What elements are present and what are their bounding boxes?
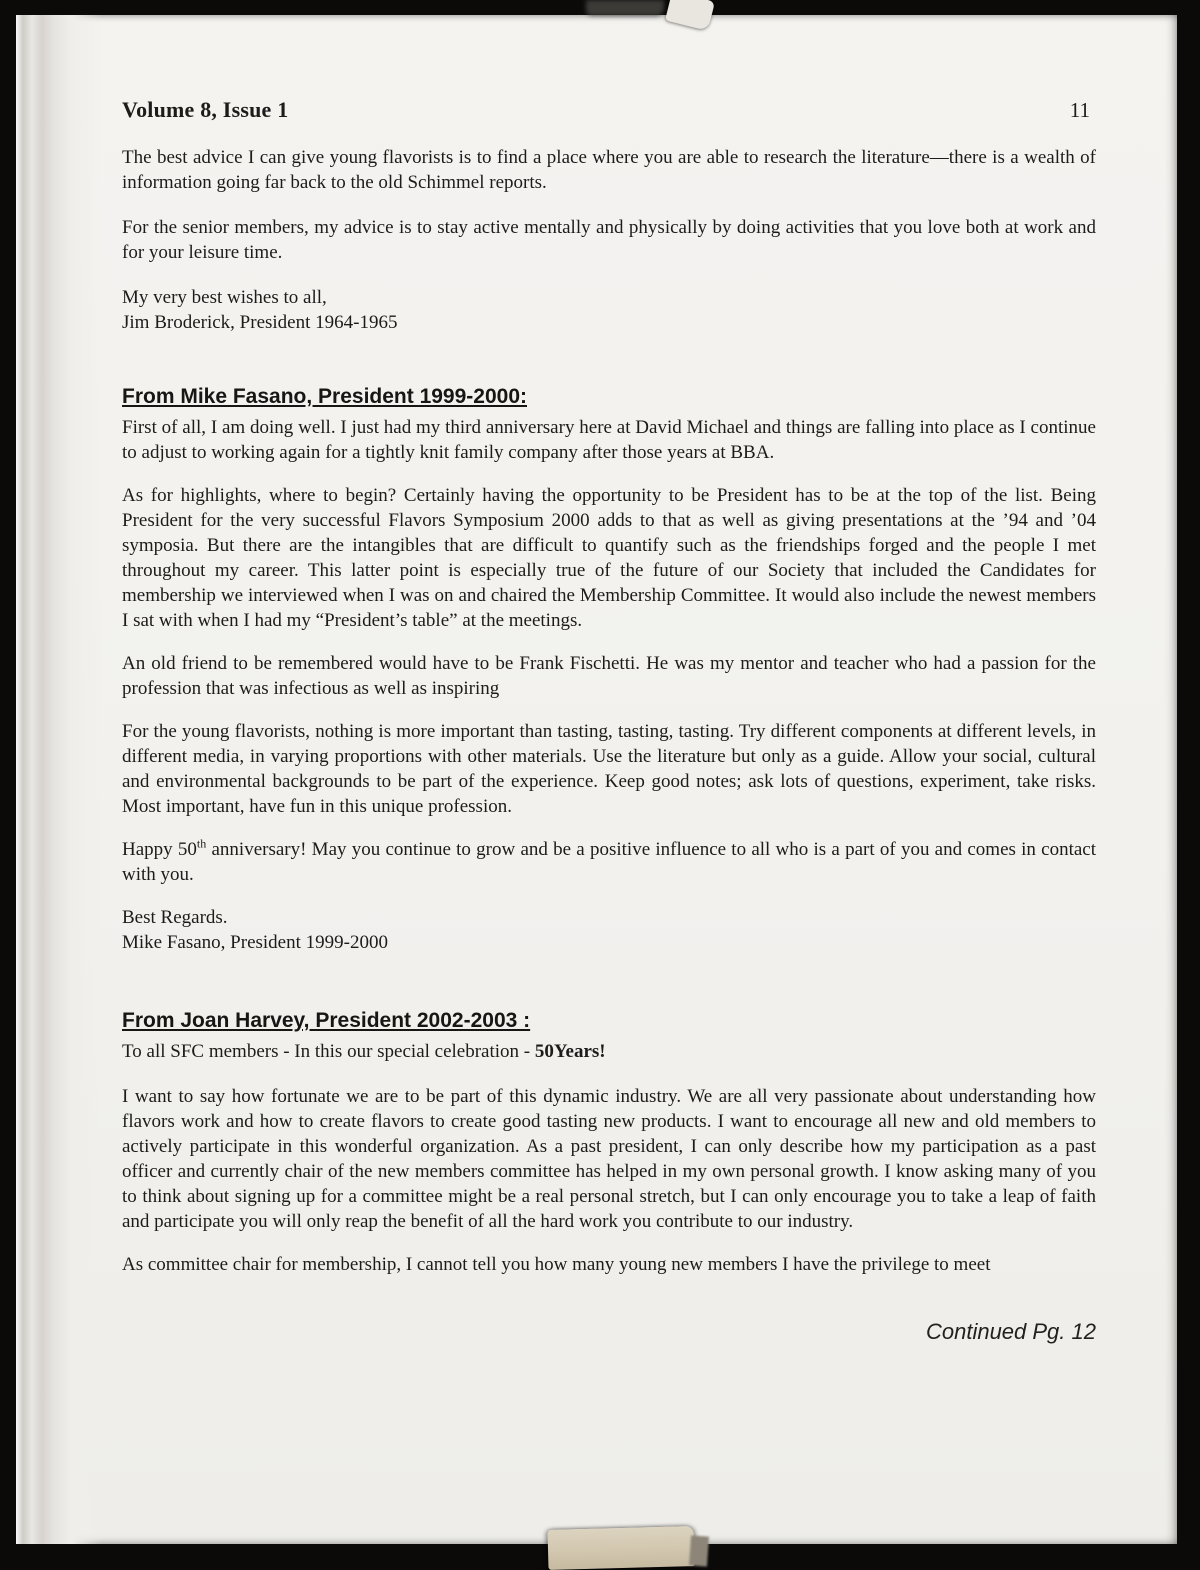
anniversary-text-prefix: Happy 50 (122, 839, 197, 860)
fasano-section-heading: From Mike Fasano, President 1999-2000: (122, 385, 527, 408)
fifty-years-bold: 50Years! (534, 1041, 606, 1062)
fasano-paragraph-1: First of all, I am doing well. I just had my third anniversary here at David Michael and things are falling into place as I continue to adjust to working again for a tightly knit family company after those years at BBA. (122, 417, 1096, 463)
page-header (122, 97, 1096, 123)
scanned-newsletter-page (16, 15, 1177, 1544)
signoff-line: Mike Fasano, President 1999-2000 (122, 932, 388, 953)
scan-smudge-artifact (586, 0, 664, 16)
broderick-paragraph-2: For the senior members, my advice is to stay active mentally and physically by doing activities that you love both at work and for your leisure time. (122, 217, 1096, 263)
tape-artifact (548, 1526, 695, 1570)
harvey-section-heading: From Joan Harvey, President 2002-2003 : (122, 1009, 531, 1032)
fasano-paragraph-5 (122, 837, 1096, 887)
signoff-line: My very best wishes to all, (122, 287, 327, 308)
volume-issue-label: Volume 8, Issue 1 (122, 97, 289, 122)
fasano-signoff (122, 905, 1096, 955)
harvey-paragraph-2: As committee chair for membership, I cannot tell you how many young new members I have the privilege to meet (122, 1254, 991, 1275)
anniversary-text-suffix: anniversary! May you continue to grow and be a positive influence to all who is a part of you and comes in contact with you. (122, 839, 1097, 885)
signoff-line: Best Regards. (122, 907, 228, 928)
page-content (122, 15, 1096, 1345)
harvey-intro-line (122, 1039, 1096, 1064)
harvey-paragraph-1: I want to say how fortunate we are to be part of this dynamic industry. We are all very passionate about understanding how flavors work and how to create flavors to create good tasting new products. I want to encourage all new and old members to actively participate in this wonderful organization. As a past president, I can only describe how my participation as a past officer and currently chair of the new members committee has helped in my own personal growth. I know asking many of you to think about signing up for a committee might be a real personal stretch, but I can only encourage you to take a leap of faith and participate you will only reap the benefit of all the hard work you contribute to our industry. (122, 1086, 1096, 1232)
fasano-paragraph-4: For the young flavorists, nothing is more important than tasting, tasting, tasting. Try different components at different levels, in different media, in varying proportions with other materials. Use the literature but only as a guide. Allow your social, cultural and environmental backgrounds to be part of the experience. Keep good notes; ask lots of questions, experiment, take risks. Most important, have fun in this unique profession. (122, 721, 1096, 817)
broderick-paragraph-1: The best advice I can give young flavorists is to find a place where you are able to research the literature—there is a wealth of information going far back to the old Schimmel reports. (122, 147, 1096, 193)
harvey-intro-prefix: To all SFC members - In this our special celebration - (122, 1041, 535, 1062)
page-number: 11 (1069, 98, 1090, 122)
fasano-paragraph-2: As for highlights, where to begin? Certainly having the opportunity to be President has to be at the top of the list. Being President for the very successful Flavors Symposium 2000 adds to that as well as giving presentations at the ’94 and ’04 symposia. But there are the intangibles that are difficult to quantify such as the friendships forged and the people I met throughout my career. This latter point is especially true of the future of our Society that included the Candidates for membership we interviewed when I was on and chaired the Membership Committee. It would also include the newest members I sat with when I had my “President’s table” at the meetings. (122, 485, 1096, 631)
tape-shadow-artifact (689, 1535, 709, 1566)
continued-note: Continued Pg. 12 (925, 1319, 1096, 1344)
ordinal-superscript: th (196, 836, 207, 851)
fasano-paragraph-3: An old friend to be remembered would have to be Frank Fischetti. He was my mentor and teacher who had a passion for the profession that was infectious as well as inspiring (122, 653, 1096, 699)
broderick-signoff (122, 285, 1096, 335)
signoff-line: Jim Broderick, President 1964-1965 (122, 312, 398, 333)
page-spine-shadow (16, 15, 102, 1544)
